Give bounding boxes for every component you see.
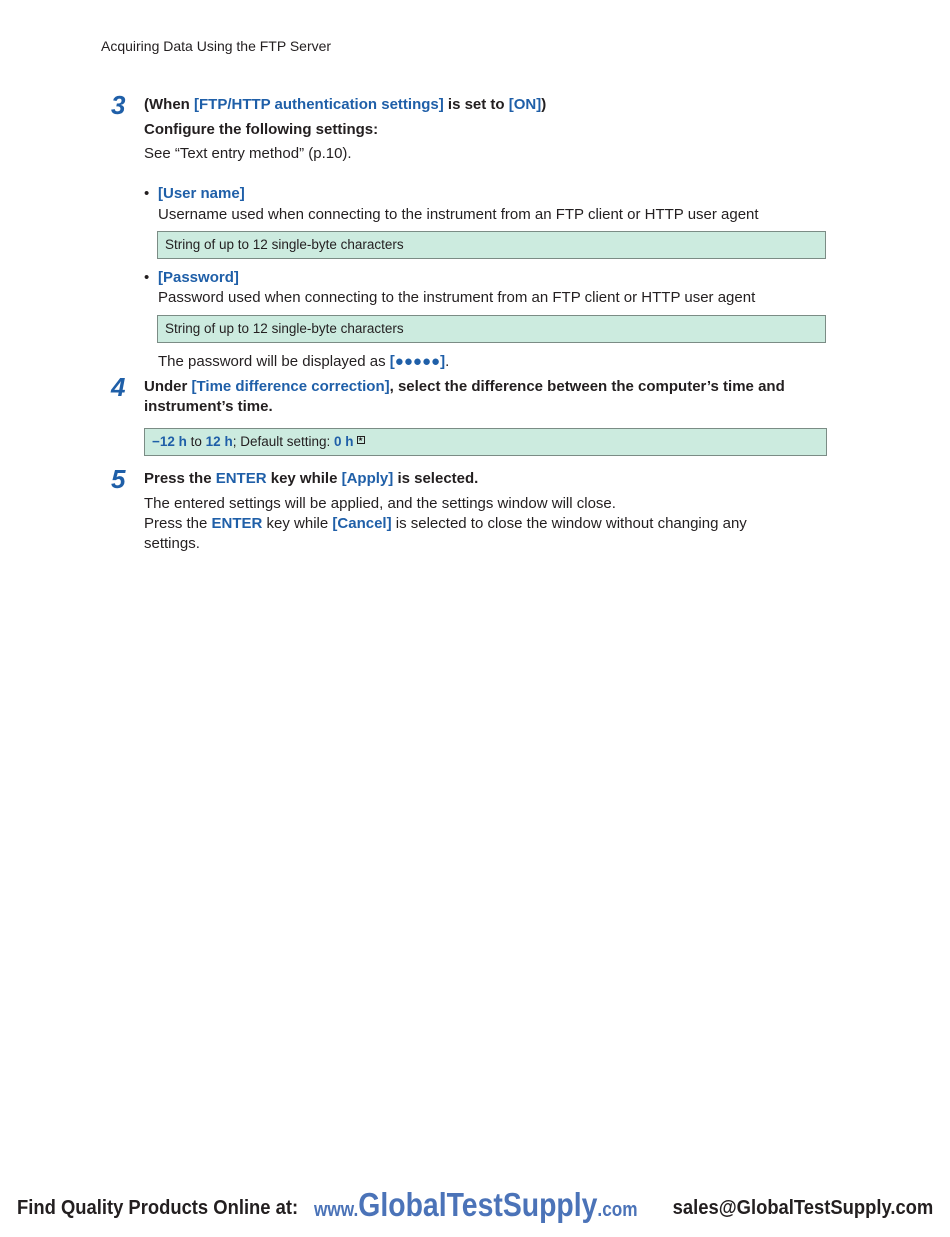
enter-key: ENTER — [211, 515, 263, 532]
cancel-prefix: Press the — [144, 515, 212, 532]
step-5-number: 5 — [111, 464, 126, 494]
step-4-instruction-cont: instrument’s time. — [144, 398, 273, 415]
step-5-prefix: Press the — [144, 470, 216, 487]
enter-key: ENTER — [215, 470, 267, 487]
step-3-condition-suffix: ) — [541, 96, 547, 113]
step-3-instruction: Configure the following settings: — [144, 121, 379, 138]
cancel-instruction — [144, 514, 747, 534]
step-4-number: 4 — [111, 372, 126, 402]
cancel-instruction-cont: settings. — [144, 535, 200, 552]
time-to: to — [186, 434, 206, 449]
step-3-number: 3 — [111, 90, 126, 120]
step-4-instruction — [144, 377, 785, 397]
user-name-label: [User name] — [158, 185, 245, 202]
cancel-middle: key while — [262, 515, 333, 532]
step-5-suffix: is selected. — [393, 470, 479, 487]
apply-result-text: The entered settings will be applied, and the settings window will close. — [144, 495, 616, 512]
page-header: Acquiring Data Using the FTP Server — [101, 38, 332, 54]
footer-tld: .com — [597, 1199, 638, 1221]
time-difference-setting: [Time difference correction] — [191, 378, 390, 395]
step-5-instruction — [144, 469, 478, 489]
footer-www: www. — [314, 1199, 359, 1221]
time-max: 12 h — [205, 434, 233, 449]
footer-email-link[interactable]: sales@GlobalTestSupply.com — [672, 1197, 933, 1219]
time-min: −12 h — [152, 434, 187, 449]
footer-tagline: Find Quality Products Online at: — [17, 1197, 299, 1219]
on-value: [ON] — [508, 96, 542, 113]
step-3-condition — [144, 95, 546, 115]
step-4-line1-suffix: , select the difference between the computer’s time and — [389, 378, 785, 395]
user-name-description: Username used when connecting to the instrument from an FTP client or HTTP user agent — [158, 206, 759, 223]
default-setting-label: ; Default setting: — [232, 434, 334, 449]
cancel-suffix: is selected to close the window without changing any — [391, 515, 747, 532]
password-mask: [●●●●●] — [389, 353, 446, 370]
step-5-middle: key while — [266, 470, 342, 487]
default-marker-icon: ★ — [357, 436, 364, 443]
password-spec-box: String of up to 12 single-byte characters — [157, 315, 826, 343]
password-note-suffix: . — [445, 353, 450, 370]
bullet-icon: • — [144, 185, 150, 202]
password-note-prefix: The password will be displayed as — [158, 353, 390, 370]
step-3-condition-prefix: (When — [144, 96, 194, 113]
ftp-http-auth-setting: [FTP/HTTP authentication settings] — [194, 96, 444, 113]
time-difference-spec-box — [144, 428, 827, 456]
footer-site-name: GlobalTestSupply — [358, 1186, 598, 1223]
password-display-note — [158, 352, 449, 372]
cancel-button-ref: [Cancel] — [332, 515, 392, 532]
footer-website-link[interactable] — [314, 1186, 638, 1226]
text-entry-reference: See “Text entry method” (p.10). — [144, 145, 352, 162]
step-3-condition-middle: is set to — [443, 96, 509, 113]
user-name-spec-box: String of up to 12 single-byte characters — [157, 231, 826, 259]
password-label: [Password] — [158, 269, 239, 286]
default-setting-value: 0 h — [334, 434, 354, 449]
apply-button-ref: [Apply] — [341, 470, 394, 487]
bullet-icon: • — [144, 269, 150, 286]
password-description: Password used when connecting to the instrument from an FTP client or HTTP user agent — [158, 289, 756, 306]
step-4-prefix: Under — [144, 378, 192, 395]
